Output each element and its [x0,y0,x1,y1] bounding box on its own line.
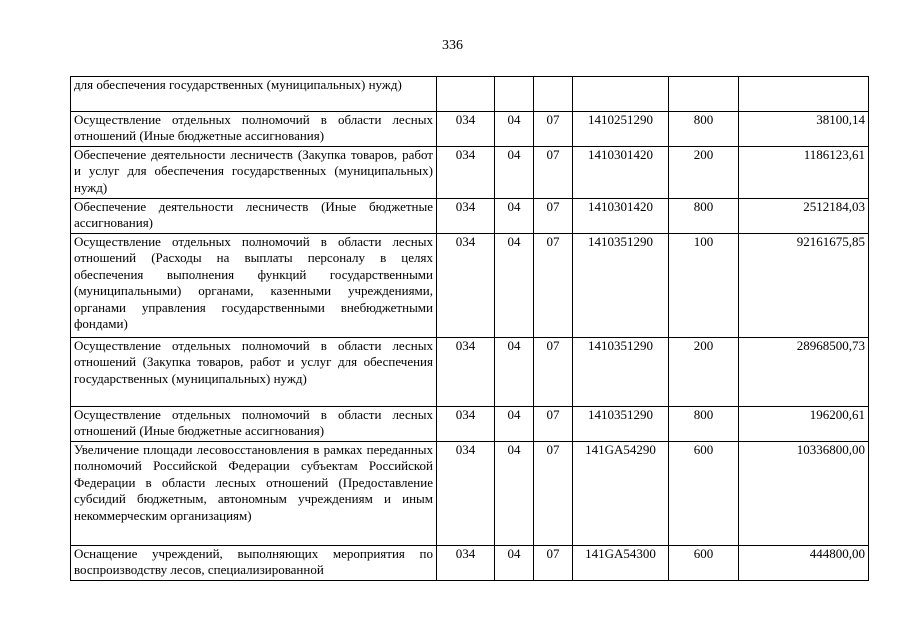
table-row [71,546,869,581]
ministry-code: 034 [437,199,495,234]
ministry-code: 034 [437,147,495,199]
section-code: 04 [495,234,534,338]
ministry-code: 034 [437,546,495,581]
table-row [71,147,869,199]
target-article-code: 1410251290 [573,112,669,147]
expense-type-code: 600 [669,442,739,546]
expense-type-code: 100 [669,234,739,338]
subsection-code: 07 [534,442,573,546]
subsection-code: 07 [534,338,573,407]
row-name: Увеличение площади лесовосстановления в рамках переданных полномочий Российской Федерации субъектам Российской Федерации в области лесных отношений (Предоставление субсидий бюджетным, автономным учреждениям и иным некоммерческим организациям) [71,442,437,546]
table-row [71,234,869,338]
row-name: Обеспечение деятельности лесничеств (Иные бюджетные ассигнования) [71,199,437,234]
target-article-code: 1410351290 [573,407,669,442]
amount [739,77,869,112]
amount: 1186123,61 [739,147,869,199]
table-row [71,338,869,407]
target-article-code: 1410301420 [573,199,669,234]
row-name: Осуществление отдельных полномочий в области лесных отношений (Иные бюджетные ассигнования) [71,112,437,147]
amount: 196200,61 [739,407,869,442]
ministry-code: 034 [437,442,495,546]
target-article-code: 141GA54290 [573,442,669,546]
section-code [495,77,534,112]
page-number: 336 [442,38,463,53]
table-row [71,442,869,546]
target-article-code: 141GA54300 [573,546,669,581]
row-name: Оснащение учреждений, выполняющих мероприятия по воспроизводству лесов, специализированной [71,546,437,581]
amount: 28968500,73 [739,338,869,407]
target-article-code [573,77,669,112]
table-row [71,112,869,147]
expense-type-code [669,77,739,112]
subsection-code [534,77,573,112]
amount: 2512184,03 [739,199,869,234]
expense-type-code: 200 [669,147,739,199]
row-name: для обеспечения государственных (муниципальных) нужд) [71,77,437,112]
amount: 92161675,85 [739,234,869,338]
amount: 444800,00 [739,546,869,581]
subsection-code: 07 [534,112,573,147]
target-article-code: 1410351290 [573,338,669,407]
section-code: 04 [495,112,534,147]
budget-table [70,76,869,581]
table-row [71,407,869,442]
section-code: 04 [495,199,534,234]
subsection-code: 07 [534,234,573,338]
table-row [71,199,869,234]
subsection-code: 07 [534,147,573,199]
ministry-code: 034 [437,112,495,147]
ministry-code: 034 [437,234,495,338]
amount: 38100,14 [739,112,869,147]
table-row [71,77,869,112]
ministry-code: 034 [437,407,495,442]
section-code: 04 [495,546,534,581]
target-article-code: 1410351290 [573,234,669,338]
row-name: Обеспечение деятельности лесничеств (Закупка товаров, работ и услуг для обеспечения государственных (муниципальных) нужд) [71,147,437,199]
ministry-code: 034 [437,338,495,407]
subsection-code: 07 [534,546,573,581]
row-name: Осуществление отдельных полномочий в области лесных отношений (Иные бюджетные ассигнования) [71,407,437,442]
expense-type-code: 600 [669,546,739,581]
subsection-code: 07 [534,199,573,234]
ministry-code [437,77,495,112]
expense-type-code: 800 [669,112,739,147]
expense-type-code: 200 [669,338,739,407]
amount: 10336800,00 [739,442,869,546]
section-code: 04 [495,338,534,407]
target-article-code: 1410301420 [573,147,669,199]
row-name: Осуществление отдельных полномочий в области лесных отношений (Закупка товаров, работ и услуг для обеспечения государственных (муниципальных) нужд) [71,338,437,407]
subsection-code: 07 [534,407,573,442]
section-code: 04 [495,147,534,199]
section-code: 04 [495,407,534,442]
section-code: 04 [495,442,534,546]
expense-type-code: 800 [669,407,739,442]
expense-type-code: 800 [669,199,739,234]
row-name: Осуществление отдельных полномочий в области лесных отношений (Расходы на выплаты персоналу в целях обеспечения выполнения функций государственными (муниципальными) органами, казенными учреждениями, органами управления государственными внебюджетными фондами) [71,234,437,338]
